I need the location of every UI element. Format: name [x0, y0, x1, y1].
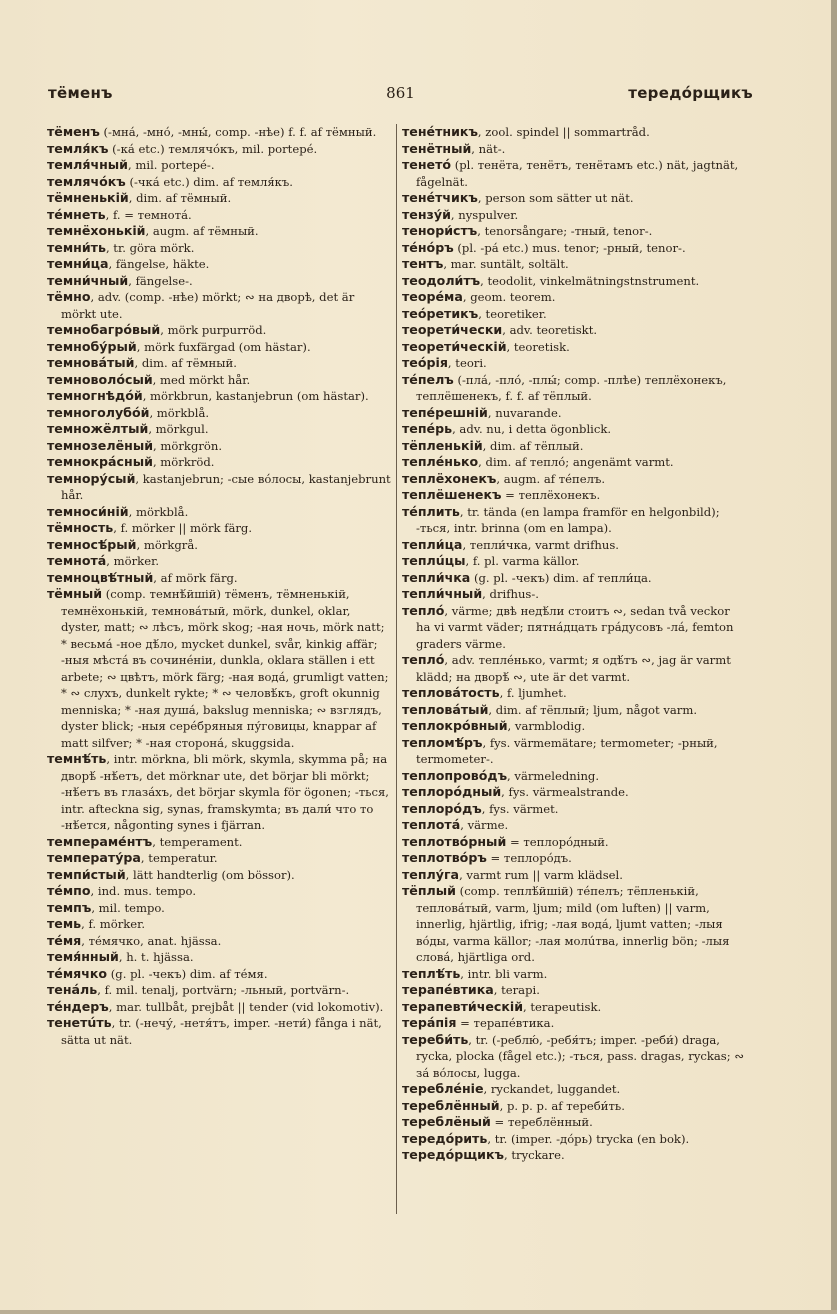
entry-headword: темносѣ́рый	[47, 536, 137, 552]
entry-headword: теплúцы	[402, 553, 466, 568]
dictionary-entry	[402, 570, 747, 587]
entry-headword: теплотвóръ	[402, 850, 487, 865]
dictionary-entry	[402, 306, 747, 323]
entry-headword: темнозелёный	[47, 437, 154, 453]
entry-definition: , värme.	[460, 818, 509, 832]
page-edge	[831, 0, 837, 1314]
column-divider	[396, 124, 397, 1214]
entry-headword: терапевти́ческій	[402, 998, 524, 1014]
dictionary-entry	[402, 801, 747, 818]
entry-definition: (comp. темнѣ́йшій) тёменъ, тёмненькій, темнёхонькій, темновáтый, mörk, dunkel, oklar, dyster, matt; ∾ лѣсъ, mörk skog; -ная ночь, mörk natt; * весьмá -ное дѣ́ло, mycket dunkel, svår, kinkig affär; -ныя мѣстá въ сочинéніи, dunkla, oklara ställen i ett arbete; ∾ цвѣтъ, mörk färg; -ная водá, grumligt vatten; * ∾ слухъ, dunkelt rykte; * ∾ человѣ́къ, groft okunnig menniska; * -ная душá, bakslug menniska; ∾ взглядъ, dyster blick; -ныя серéбряныя пу́говицы, knappar af matt silfver; * -ная сторонá, skuggsida.	[61, 587, 389, 750]
dictionary-entry	[47, 405, 392, 422]
dictionary-entry	[402, 273, 747, 290]
dictionary-entry	[402, 603, 747, 653]
entry-definition: , dim. af тёплый.	[482, 438, 584, 453]
entry-headword: темногнѣдóй	[47, 388, 143, 403]
entry-headword: тенéтчикъ	[402, 190, 478, 205]
dictionary-entry	[402, 256, 747, 273]
entry-headword: темля́къ	[47, 140, 109, 156]
dictionary-entry	[402, 223, 747, 240]
dictionary-entry	[402, 438, 747, 455]
dictionary-entry	[47, 421, 392, 438]
dictionary-entry	[47, 388, 392, 405]
entry-definition: , adv. теплéнько, varmt; я одѣ́тъ ∾, jag är varmt klädd; на дворѣ́ ∾, ute är det varmt.	[416, 653, 731, 684]
entry-headword: тентъ	[402, 256, 444, 271]
entry-definition: , af mörk färg.	[153, 570, 238, 585]
dictionary-entry	[47, 966, 392, 983]
entry-definition: , geom. teorem.	[462, 290, 556, 304]
entry-headword: темноволóсый	[47, 371, 153, 387]
entry-definition: , p. p. p. af тереби́ть.	[499, 1098, 625, 1113]
entry-headword: темнору́сый	[47, 470, 136, 486]
entry-definition: , tr. (-реблю́, -ребя́тъ; imper. -реби́) draga, rycka, plocka (fågel etc.); -ться, pass. dragas, ryckas; ∾ зá вóлосы, lugga.	[416, 1032, 745, 1080]
entry-headword: тереблéніе	[402, 1081, 484, 1096]
dictionary-entry	[47, 355, 392, 372]
entry-definition: , тéмячко, anat. hjässa.	[81, 933, 222, 948]
entry-headword: темь	[47, 916, 82, 931]
entry-definition: = тереблённый.	[490, 1115, 593, 1129]
dictionary-entry	[47, 240, 392, 257]
entry-definition: , teoretisk.	[506, 339, 570, 354]
entry-headword: теорети́ческій	[402, 338, 507, 354]
entry-headword: теплó	[402, 652, 445, 667]
dictionary-entry	[402, 718, 747, 735]
dictionary-entry	[402, 768, 747, 785]
dictionary-entry	[47, 471, 392, 504]
dictionary-entry	[402, 1114, 747, 1131]
entry-headword: тепли́ца	[402, 536, 463, 552]
dictionary-entry	[402, 157, 747, 190]
entry-headword: тéплить	[402, 503, 460, 519]
left-guide-word: тёменъ	[48, 84, 113, 102]
dictionary-entry	[402, 784, 747, 801]
entry-headword: тенетúть	[47, 1015, 112, 1030]
entry-definition: , mörk fuxfärgad (om hästar).	[136, 339, 311, 354]
entry-headword: теплѣ́ть	[402, 965, 461, 981]
entry-definition: , adv. (comp. -нѣе) mörkt; ∾ на дворѣ, det är mörkt ute.	[61, 290, 355, 321]
dictionary-entry	[402, 883, 747, 966]
entry-headword: теплотвóрный	[402, 833, 507, 849]
entry-definition: , varmblodig.	[507, 719, 586, 733]
dictionary-entry	[47, 157, 392, 174]
entry-definition: , mörkgrå.	[136, 537, 198, 552]
dictionary-entry	[402, 850, 747, 867]
entry-headword: тёпленькій	[402, 437, 483, 453]
entry-headword: тёмно	[47, 289, 91, 304]
dictionary-entry	[47, 504, 392, 521]
entry-headword: темнёхонькій	[47, 223, 146, 238]
dictionary-entry	[47, 883, 392, 900]
entry-definition: , tr. tända (en lampa framför en helgonbild); -ться, intr. brinna (om en lampa).	[416, 504, 720, 535]
dictionary-entry	[47, 322, 392, 339]
entry-definition: , mil. tempo.	[91, 900, 165, 915]
entry-definition: , ryckandet, luggandet.	[483, 1082, 621, 1096]
entry-headword: теплу́га	[402, 866, 460, 882]
entry-headword: тереби́ть	[402, 1031, 469, 1047]
dictionary-entry	[47, 850, 392, 867]
dictionary-entry	[47, 867, 392, 884]
entry-headword: темноцвѣ́тный	[47, 569, 154, 585]
entry-headword: тéмпо	[47, 883, 91, 898]
dictionary-entry	[47, 372, 392, 389]
entry-headword: тенётный	[402, 140, 472, 156]
dictionary-entry	[402, 537, 747, 554]
entry-definition: , tr. (-нечу́, -нетя́тъ, imper. -нети́) fånga i nät, sätta ut nät.	[61, 1016, 382, 1047]
dictionary-entry	[402, 240, 747, 257]
entry-headword: темнобу́рый	[47, 338, 137, 354]
entry-definition: , person som sätter ut nät.	[477, 191, 634, 205]
dictionary-entry	[47, 223, 392, 240]
entry-definition: , intr. mörkna, bli mörk, skymla, skymma på; на дворѣ́ -нѣ́етъ, det mörknar ute, det börjar bli mörkt; -нѣ́етъ въ глазáхъ, det börjar skymla för ögonen; -ться, intr. afteckna sig, synas, framskymta; въ дали́ что то -нѣ́ется, någonting synes i fjärran.	[61, 752, 389, 832]
entry-definition: , kastanjebrun; -сые вóлосы, kastanjebrunt hår.	[61, 471, 391, 502]
entry-headword: темлячóкъ	[47, 173, 126, 189]
entry-definition: (-кá etc.) темлячóкъ, mil. portepé.	[108, 141, 318, 156]
entry-definition: , mörkgul.	[148, 422, 209, 436]
entry-definition: , f. pl. varma källor.	[465, 554, 580, 568]
dictionary-entry	[47, 207, 392, 224]
entry-headword: теóрія	[402, 355, 448, 370]
entry-definition: , mar. tullbåt, prejbåt || tender (vid lokomotiv).	[108, 999, 384, 1014]
entry-headword: теорети́чески	[402, 322, 503, 337]
entry-headword: тéпелъ	[402, 371, 454, 387]
entry-headword: температу́ра	[47, 850, 141, 865]
entry-definition: , mörkblå.	[149, 405, 210, 420]
dictionary-entry	[402, 817, 747, 834]
entry-definition: , ind. mus. tempo.	[90, 884, 197, 898]
dictionary-entry	[402, 553, 747, 570]
dictionary-entry	[402, 1015, 747, 1032]
entry-definition: , temperatur.	[140, 851, 218, 865]
entry-headword: тепли́чка	[402, 569, 471, 585]
dictionary-entry	[402, 586, 747, 603]
entry-headword: тереблёный	[402, 1114, 491, 1129]
entry-definition: (pl. тенёта, тенётъ, тенётамъ etc.) nät, jagtnät, fågelnät.	[416, 158, 739, 189]
entry-headword: тепли́чный	[402, 586, 483, 601]
entry-headword: темнобагрóвый	[47, 322, 161, 337]
entry-definition: , f. = темнотá.	[105, 207, 192, 222]
entry-headword: тенáль	[47, 982, 98, 997]
entry-definition: , fys. värmemätare; termometer; -рный, termometer-.	[416, 735, 718, 766]
entry-definition: , fys. värmet.	[481, 801, 559, 816]
entry-definition: , zool. spindel || sommartråd.	[477, 125, 650, 139]
entry-headword: тёмный	[47, 586, 103, 601]
dictionary-entry	[402, 735, 747, 768]
entry-definition: , nät-.	[471, 141, 506, 156]
entry-headword: теплопровóдъ	[402, 767, 508, 783]
dictionary-entry	[402, 207, 747, 224]
entry-definition: , f. mil. tenalj, portvärn; -льный, portvärn-.	[97, 983, 350, 997]
entry-definition: , lätt handterlig (om bössor).	[125, 867, 295, 882]
dictionary-entry	[402, 1147, 747, 1164]
entry-headword: тенетó	[402, 157, 452, 172]
dictionary-entry	[402, 372, 747, 405]
entry-headword: теплёхонекъ	[402, 470, 497, 486]
dictionary-entry	[402, 504, 747, 537]
entry-definition: , dim. af тёмный.	[128, 191, 232, 205]
entry-headword: темнотá	[47, 553, 107, 568]
entry-headword: теодоли́тъ	[402, 272, 481, 288]
entry-definition: , drifhus-.	[482, 587, 539, 601]
dictionary-entry	[47, 900, 392, 917]
entry-definition: , fys. värmealstrande.	[501, 785, 629, 799]
entry-headword: тéмя	[47, 932, 82, 948]
dictionary-entry	[402, 405, 747, 422]
entry-definition: (comp. теплѣ́йшій) тéпелъ; тёпленькій, тепловáтый, varm, ljum; mild (om luften) || varm, innerlig, hjärtlig, ifrig; -лая водá, ljumt vatten; -лыя вóды, varma källor; -лая молúтва, innerlig bön; -лыя словá, hjärtliga ord.	[416, 884, 730, 964]
entry-headword: тепломѣ́ръ	[402, 734, 483, 750]
entry-headword: теорéма	[402, 289, 463, 304]
entry-headword: тéнóръ	[402, 239, 454, 255]
entry-headword: тередóрщикъ	[402, 1147, 504, 1162]
entry-headword: теóретикъ	[402, 305, 479, 321]
entry-definition: , teodolit, vinkelmätningstnstrument.	[480, 273, 700, 288]
entry-headword: тёплый	[402, 883, 456, 898]
entry-headword: тепе́решній	[402, 404, 488, 420]
entry-definition: , h. t. hjässa.	[118, 950, 194, 964]
entry-definition: = теплорóдъ.	[486, 851, 572, 865]
dictionary-entry	[47, 339, 392, 356]
dictionary-entry	[402, 339, 747, 356]
entry-headword: темни́ца	[47, 256, 109, 271]
dictionary-entry	[47, 174, 392, 191]
left-column	[47, 124, 392, 1048]
dictionary-entry	[402, 652, 747, 685]
entry-headword: тёменъ	[47, 124, 100, 139]
entry-definition: (g. pl. -чекъ) dim. af тепли́ца.	[470, 570, 652, 585]
dictionary-entry	[47, 834, 392, 851]
entry-definition: , mörkgrön.	[153, 438, 223, 453]
entry-headword: темя́нный	[47, 949, 119, 964]
dictionary-entry	[402, 124, 747, 141]
entry-definition: , dim. af тёмный.	[134, 356, 237, 370]
entry-headword: теплёшенекъ	[402, 487, 502, 502]
entry-headword: теплокрóвный	[402, 718, 508, 733]
entry-headword: терапéвтика	[402, 982, 494, 997]
dictionary-entry	[402, 471, 747, 488]
dictionary-entry	[47, 553, 392, 570]
entry-headword: тёмненькій	[47, 190, 129, 205]
dictionary-entry	[402, 1081, 747, 1098]
entry-definition: , teoretiker.	[478, 306, 547, 321]
entry-definition: = теплёхонекъ.	[501, 488, 601, 502]
dictionary-entry	[402, 487, 747, 504]
entry-definition: , f. ljumhet.	[499, 686, 567, 700]
dictionary-entry	[402, 141, 747, 158]
entry-headword: тéмнеть	[47, 206, 106, 222]
dictionary-entry	[47, 454, 392, 471]
entry-headword: темпъ	[47, 899, 92, 915]
entry-headword: тепловáтость	[402, 685, 500, 700]
entry-definition: , terapi.	[493, 983, 540, 997]
entry-headword: теплорóдъ	[402, 800, 482, 816]
entry-headword: тензу́й	[402, 206, 451, 222]
entry-definition: , varmt rum || varm klädsel.	[459, 867, 623, 882]
dictionary-entry	[402, 999, 747, 1016]
entry-headword: теплотá	[402, 817, 461, 832]
dictionary-entry	[402, 966, 747, 983]
entry-headword: тереблённый	[402, 1097, 500, 1113]
entry-headword: тенéтникъ	[402, 124, 478, 139]
entry-definition: , tenorsångare; -тный, tenor-.	[477, 224, 653, 238]
entry-definition: = теплорóдный.	[506, 834, 609, 849]
entry-definition: , mörkblå.	[128, 504, 189, 519]
dictionary-entry	[47, 949, 392, 966]
dictionary-entry	[47, 190, 392, 207]
entry-definition: , värmeledning.	[507, 768, 600, 783]
dictionary-entry	[402, 289, 747, 306]
entry-headword: темпераме́нтъ	[47, 833, 153, 849]
dictionary-entry	[47, 1015, 392, 1048]
entry-headword: темноси́ній	[47, 503, 129, 519]
entry-headword: теплéнько	[402, 454, 479, 469]
dictionary-entry	[47, 537, 392, 554]
entry-definition: , tr. (imper. -дóрь) trycka (en bok).	[487, 1131, 690, 1146]
entry-headword: теплорóдный	[402, 784, 502, 799]
entry-definition: , nyspulver.	[450, 207, 519, 222]
entry-headword: темнокрáсный	[47, 454, 153, 469]
entry-definition: = терапéвтика.	[456, 1016, 555, 1030]
page-bottom-edge	[0, 1310, 837, 1314]
dictionary-entry	[402, 190, 747, 207]
entry-definition: , mörkbrun, kastanjebrun (om hästar).	[142, 389, 369, 403]
entry-headword: тенори́стъ	[402, 223, 478, 238]
entry-definition: (-чкá etc.) dim. af темля́къ.	[125, 174, 293, 189]
entry-definition: , teori.	[447, 356, 487, 370]
dictionary-entry	[402, 702, 747, 719]
entry-definition: , temperament.	[152, 834, 243, 849]
dictionary-entry	[47, 273, 392, 290]
dictionary-entry	[402, 322, 747, 339]
dictionary-entry	[47, 124, 392, 141]
dictionary-entry	[402, 355, 747, 372]
entry-definition: , värme; двѣ недѣ́ли стоитъ ∾, sedan två veckor ha vi varmt väder; пятнáдцать грáдусовъ -лá, femton graders värme.	[416, 603, 734, 651]
entry-definition: (-плá, -плó, -плы́; comp. -плѣе) теплёхонекъ, теплёшенекъ, f. f. af тёплый.	[416, 372, 727, 403]
dictionary-entry	[47, 141, 392, 158]
entry-definition: , dim. af теплó; angenämt varmt.	[478, 455, 674, 469]
entry-headword: тéндеръ	[47, 998, 109, 1014]
entry-definition: , mörker.	[106, 554, 160, 568]
page-header	[48, 84, 753, 110]
page-number: 861	[386, 84, 415, 102]
right-column	[402, 124, 747, 1164]
entry-headword: терáпія	[402, 1015, 457, 1030]
entry-headword: тепловáтый	[402, 701, 489, 717]
entry-headword: тёмность	[47, 520, 114, 535]
entry-definition: , fängelse-.	[128, 273, 193, 288]
entry-headword: темножёлтый	[47, 421, 149, 436]
entry-definition: , med mörkt hår.	[152, 372, 251, 387]
right-guide-word: тередóрщикъ	[628, 84, 753, 102]
dictionary-entry	[47, 982, 392, 999]
dictionary-entry	[402, 834, 747, 851]
entry-definition: , f. mörker || mörk färg.	[113, 521, 253, 535]
dictionary-entry	[47, 289, 392, 322]
entry-headword: тередóрить	[402, 1130, 488, 1146]
dictionary-entry	[47, 933, 392, 950]
entry-headword: тéмячко	[47, 965, 108, 981]
entry-definition: , nuvarande.	[487, 405, 562, 420]
dictionary-entry	[47, 520, 392, 537]
entry-definition: , mörk purpurröd.	[160, 323, 267, 337]
entry-definition: (pl. -pá etc.) mus. tenor; -рный, tenor-.	[453, 240, 686, 255]
dictionary-entry	[47, 999, 392, 1016]
entry-definition: , intr. bli varm.	[460, 966, 548, 981]
entry-headword: тепéрь	[402, 421, 453, 436]
entry-definition: , mil. portepé-.	[128, 158, 215, 172]
entry-definition: , augm. af тéпелъ.	[496, 471, 606, 486]
entry-definition: , augm. af тёмный.	[145, 224, 259, 238]
entry-headword: теплó	[402, 602, 445, 618]
entry-definition: , adv. nu, i detta ögonblick.	[452, 422, 612, 436]
entry-headword: темпи́стый	[47, 866, 126, 882]
entry-definition: , tryckare.	[504, 1148, 565, 1162]
entry-definition: , dim. af тёплый; ljum, något varm.	[488, 702, 698, 717]
dictionary-entry	[47, 570, 392, 587]
entry-headword: темноголубóй	[47, 404, 150, 420]
entry-definition: , mar. suntält, soltält.	[443, 257, 569, 271]
dictionary-entry	[47, 751, 392, 834]
dictionary-entry	[402, 867, 747, 884]
entry-definition: , fängelse, häkte.	[108, 257, 210, 271]
dictionary-entry	[47, 586, 392, 751]
entry-definition: , f. mörker.	[81, 917, 146, 931]
dictionary-entry	[402, 421, 747, 438]
entry-definition: , тепли́чка, varmt drifhus.	[462, 537, 619, 552]
entry-definition: (g. pl. -чекъ) dim. af тéмя.	[107, 966, 268, 981]
entry-headword: темнѣ́ть	[47, 751, 107, 766]
entry-headword: темни́ть	[47, 239, 106, 255]
entry-headword: темля́чный	[47, 157, 129, 172]
dictionary-entry	[47, 438, 392, 455]
entry-definition: (-мнá, -мнó, -мны́, comp. -нѣе) f. f. af тёмный.	[99, 125, 377, 139]
entry-definition: , terapeutisk.	[523, 999, 602, 1014]
dictionary-entry	[402, 982, 747, 999]
entry-headword: темновáтый	[47, 355, 135, 370]
entry-headword: темни́чный	[47, 272, 129, 288]
dictionary-entry	[47, 256, 392, 273]
dictionary-entry	[402, 1098, 747, 1115]
dictionary-entry	[402, 1131, 747, 1148]
entry-definition: , mörkröd.	[152, 455, 215, 469]
dictionary-entry	[402, 1032, 747, 1082]
dictionary-entry	[47, 916, 392, 933]
dictionary-entry	[402, 454, 747, 471]
entry-definition: , adv. teoretiskt.	[502, 323, 598, 337]
entry-definition: , tr. göra mörk.	[105, 240, 195, 255]
dictionary-entry	[402, 685, 747, 702]
